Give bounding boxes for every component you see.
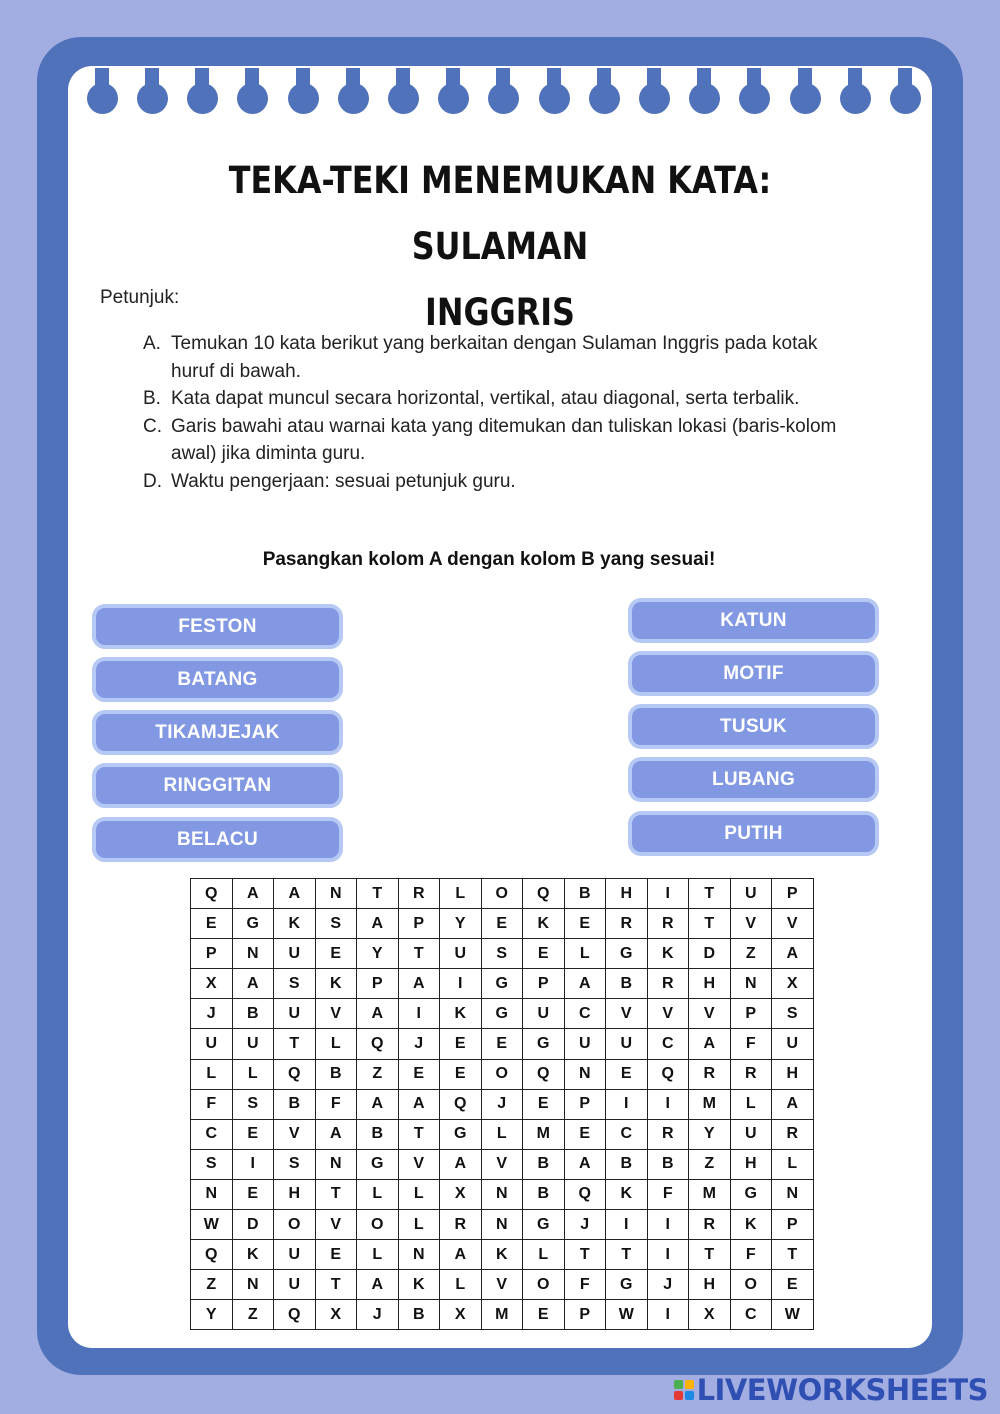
grid-cell[interactable]: N — [191, 1179, 233, 1209]
grid-cell[interactable]: M — [523, 1119, 565, 1149]
grid-cell[interactable]: U — [564, 1029, 606, 1059]
grid-cell[interactable]: F — [730, 1240, 772, 1270]
grid-cell[interactable]: P — [357, 969, 399, 999]
grid-cell[interactable]: K — [481, 1240, 523, 1270]
grid-cell[interactable]: E — [564, 1119, 606, 1149]
binder-hole — [288, 83, 319, 114]
grid-cell[interactable]: S — [232, 1089, 274, 1119]
instruction-item — [140, 413, 860, 468]
grid-cell[interactable]: R — [730, 1059, 772, 1089]
grid-cell[interactable]: E — [772, 1270, 814, 1300]
grid-cell[interactable]: R — [689, 1210, 731, 1240]
grid-cell[interactable]: O — [274, 1210, 316, 1240]
grid-cell[interactable]: L — [481, 1119, 523, 1149]
instruction-text: Garis bawahi atau warnai kata yang ditemukan dan tuliskan lokasi (baris-kolom awal) jika diminta guru. — [171, 415, 837, 464]
grid-cell[interactable]: G — [606, 1270, 648, 1300]
grid-cell[interactable]: T — [564, 1240, 606, 1270]
grid-cell[interactable]: T — [689, 879, 731, 909]
grid-cell[interactable]: I — [398, 999, 440, 1029]
grid-cell[interactable]: J — [357, 1300, 399, 1330]
grid-cell[interactable]: A — [315, 1119, 357, 1149]
grid-cell[interactable]: U — [274, 939, 316, 969]
grid-cell[interactable]: T — [606, 1240, 648, 1270]
grid-cell[interactable]: T — [357, 879, 399, 909]
grid-cell[interactable]: K — [232, 1240, 274, 1270]
grid-cell[interactable]: U — [606, 1029, 648, 1059]
grid-cell[interactable]: A — [564, 1149, 606, 1179]
grid-cell[interactable]: O — [481, 879, 523, 909]
grid-cell[interactable]: T — [689, 1240, 731, 1270]
column-a-item-belacu[interactable]: BELACU — [92, 817, 343, 862]
column-b-item-katun[interactable]: KATUN — [628, 598, 879, 643]
instruction-item — [140, 385, 860, 413]
grid-cell[interactable]: K — [730, 1210, 772, 1240]
grid-cell[interactable]: U — [523, 999, 565, 1029]
grid-cell[interactable]: A — [357, 1089, 399, 1119]
grid-cell[interactable]: P — [564, 1300, 606, 1330]
column-b-item-putih[interactable]: PUTIH — [628, 811, 879, 856]
grid-cell[interactable]: B — [357, 1119, 399, 1149]
grid-cell[interactable]: Z — [689, 1149, 731, 1179]
grid-cell[interactable]: J — [398, 1029, 440, 1059]
grid-cell[interactable]: A — [357, 1270, 399, 1300]
grid-cell[interactable]: G — [481, 969, 523, 999]
grid-cell[interactable]: L — [191, 1059, 233, 1089]
grid-cell[interactable]: W — [606, 1300, 648, 1330]
grid-cell[interactable]: I — [647, 1210, 689, 1240]
grid-cell[interactable]: C — [647, 1029, 689, 1059]
grid-cell[interactable]: I — [606, 1089, 648, 1119]
grid-cell[interactable]: U — [772, 1029, 814, 1059]
binder-hole — [840, 83, 871, 114]
grid-cell[interactable]: A — [357, 999, 399, 1029]
grid-cell[interactable]: P — [398, 909, 440, 939]
grid-cell[interactable]: E — [315, 1240, 357, 1270]
binder-hole — [488, 83, 519, 114]
grid-cell[interactable]: A — [398, 1089, 440, 1119]
grid-cell[interactable]: B — [523, 1179, 565, 1209]
grid-cell[interactable]: Q — [564, 1179, 606, 1209]
grid-cell[interactable]: L — [232, 1059, 274, 1089]
grid-cell[interactable]: L — [398, 1179, 440, 1209]
grid-cell[interactable]: A — [357, 909, 399, 939]
grid-cell[interactable]: Z — [232, 1300, 274, 1330]
instruction-marker: A. — [143, 333, 161, 354]
grid-cell[interactable]: X — [191, 969, 233, 999]
grid-cell[interactable]: S — [315, 909, 357, 939]
grid-row — [191, 969, 814, 999]
grid-cell[interactable]: J — [564, 1210, 606, 1240]
grid-cell[interactable]: Q — [274, 1300, 316, 1330]
grid-cell[interactable]: Z — [191, 1270, 233, 1300]
grid-cell[interactable]: I — [647, 1089, 689, 1119]
grid-cell[interactable]: X — [440, 1179, 482, 1209]
grid-cell[interactable]: R — [440, 1210, 482, 1240]
instruction-item — [140, 330, 860, 385]
grid-cell[interactable]: S — [274, 969, 316, 999]
grid-cell[interactable]: N — [730, 969, 772, 999]
grid-cell[interactable]: I — [647, 1240, 689, 1270]
grid-row — [191, 1029, 814, 1059]
grid-cell[interactable]: B — [523, 1149, 565, 1179]
grid-cell[interactable]: T — [398, 939, 440, 969]
grid-cell[interactable]: L — [440, 879, 482, 909]
grid-cell[interactable]: I — [647, 879, 689, 909]
column-a-item-ringgitan[interactable]: RINGGITAN — [92, 763, 343, 808]
grid-cell[interactable]: H — [606, 879, 648, 909]
grid-cell[interactable]: P — [772, 1210, 814, 1240]
grid-cell[interactable]: P — [191, 939, 233, 969]
grid-cell[interactable]: S — [274, 1149, 316, 1179]
grid-cell[interactable]: E — [440, 1059, 482, 1089]
grid-cell[interactable]: V — [481, 1149, 523, 1179]
grid-cell[interactable]: E — [523, 1300, 565, 1330]
grid-cell[interactable]: D — [232, 1210, 274, 1240]
title-line-2: INGGRIS — [425, 291, 575, 334]
grid-cell[interactable]: G — [481, 999, 523, 1029]
grid-cell[interactable]: M — [689, 1179, 731, 1209]
column-b-item-motif[interactable]: MOTIF — [628, 651, 879, 696]
grid-cell[interactable]: Q — [191, 1240, 233, 1270]
grid-cell[interactable]: F — [730, 1029, 772, 1059]
grid-row — [191, 999, 814, 1029]
grid-cell[interactable]: X — [689, 1300, 731, 1330]
grid-row — [191, 1179, 814, 1209]
grid-cell[interactable]: N — [315, 879, 357, 909]
grid-cell[interactable]: L — [315, 1029, 357, 1059]
grid-cell[interactable]: C — [191, 1119, 233, 1149]
grid-cell[interactable]: R — [398, 879, 440, 909]
grid-cell[interactable]: Q — [647, 1059, 689, 1089]
grid-cell[interactable]: O — [523, 1270, 565, 1300]
grid-cell[interactable]: Y — [689, 1119, 731, 1149]
grid-cell[interactable]: E — [481, 1029, 523, 1059]
grid-cell[interactable]: H — [730, 1149, 772, 1179]
grid-cell[interactable]: T — [274, 1029, 316, 1059]
grid-cell[interactable]: K — [647, 939, 689, 969]
instruction-marker: C. — [143, 415, 162, 437]
grid-cell[interactable]: L — [772, 1149, 814, 1179]
grid-cell[interactable]: Q — [523, 879, 565, 909]
grid-cell[interactable]: Y — [357, 939, 399, 969]
grid-cell[interactable]: T — [689, 909, 731, 939]
grid-cell[interactable]: L — [357, 1240, 399, 1270]
grid-cell[interactable]: A — [398, 969, 440, 999]
grid-cell[interactable]: R — [647, 969, 689, 999]
grid-cell[interactable]: V — [772, 909, 814, 939]
grid-cell[interactable]: V — [274, 1119, 316, 1149]
grid-cell[interactable]: W — [772, 1300, 814, 1330]
grid-cell[interactable]: H — [689, 969, 731, 999]
binder-hole — [539, 83, 570, 114]
grid-cell[interactable]: N — [398, 1240, 440, 1270]
grid-cell[interactable]: M — [481, 1300, 523, 1330]
binder-hole — [790, 83, 821, 114]
grid-cell[interactable]: W — [191, 1210, 233, 1240]
worksheet-title — [156, 148, 844, 346]
grid-cell[interactable]: A — [440, 1240, 482, 1270]
grid-cell[interactable]: A — [564, 969, 606, 999]
binder-hole — [438, 83, 469, 114]
grid-cell[interactable]: E — [398, 1059, 440, 1089]
grid-cell[interactable]: K — [315, 969, 357, 999]
instruction-text: Temukan 10 kata berikut yang berkaitan dengan Sulaman Inggris pada kotak huruf di bawah. — [171, 333, 818, 382]
grid-cell[interactable]: X — [315, 1300, 357, 1330]
grid-cell[interactable]: S — [191, 1149, 233, 1179]
grid-cell[interactable]: J — [191, 999, 233, 1029]
word-search-grid — [190, 878, 814, 1330]
binder-hole — [689, 83, 720, 114]
grid-cell[interactable]: E — [440, 1029, 482, 1059]
grid-row — [191, 939, 814, 969]
grid-cell[interactable]: E — [232, 1179, 274, 1209]
grid-cell[interactable]: O — [481, 1059, 523, 1089]
grid-cell[interactable]: X — [440, 1300, 482, 1330]
grid-cell[interactable]: B — [606, 1149, 648, 1179]
grid-cell[interactable]: V — [606, 999, 648, 1029]
grid-cell[interactable]: V — [315, 999, 357, 1029]
grid-cell[interactable]: L — [398, 1210, 440, 1240]
grid-cell[interactable]: Z — [357, 1059, 399, 1089]
grid-cell[interactable]: F — [647, 1179, 689, 1209]
grid-cell[interactable]: H — [274, 1179, 316, 1209]
grid-cell[interactable]: I — [606, 1210, 648, 1240]
grid-cell[interactable]: K — [523, 909, 565, 939]
grid-cell[interactable]: G — [606, 939, 648, 969]
grid-row — [191, 1210, 814, 1240]
grid-cell[interactable]: Q — [191, 879, 233, 909]
grid-cell[interactable]: U — [232, 1029, 274, 1059]
grid-cell[interactable]: H — [772, 1059, 814, 1089]
instruction-text: Waktu pengerjaan: sesuai petunjuk guru. — [171, 470, 516, 492]
grid-row — [191, 1059, 814, 1089]
grid-cell[interactable]: G — [440, 1119, 482, 1149]
grid-cell[interactable]: G — [730, 1179, 772, 1209]
binder-hole — [338, 83, 369, 114]
grid-cell[interactable]: K — [398, 1270, 440, 1300]
grid-cell[interactable]: V — [730, 909, 772, 939]
grid-cell[interactable]: E — [315, 939, 357, 969]
grid-cell[interactable]: J — [481, 1089, 523, 1119]
grid-cell[interactable]: R — [647, 1119, 689, 1149]
grid-cell[interactable]: U — [730, 1119, 772, 1149]
grid-cell[interactable]: A — [232, 879, 274, 909]
column-b-item-tusuk[interactable]: TUSUK — [628, 704, 879, 749]
grid-cell[interactable]: R — [606, 909, 648, 939]
liveworksheets-logo-icon — [674, 1380, 694, 1400]
binder-hole — [187, 83, 218, 114]
grid-cell[interactable]: C — [606, 1119, 648, 1149]
binder-hole — [237, 83, 268, 114]
liveworksheets-brand — [674, 1372, 988, 1408]
grid-cell[interactable]: B — [564, 879, 606, 909]
grid-row — [191, 1089, 814, 1119]
grid-cell[interactable]: A — [772, 1089, 814, 1119]
grid-cell[interactable]: P — [523, 969, 565, 999]
instruction-text: Kata dapat muncul secara horizontal, vertikal, atau diagonal, serta terbalik. — [171, 388, 800, 409]
grid-cell[interactable]: P — [564, 1089, 606, 1119]
grid-cell[interactable]: U — [274, 1240, 316, 1270]
binder-hole — [739, 83, 770, 114]
grid-row — [191, 909, 814, 939]
grid-cell[interactable]: A — [689, 1029, 731, 1059]
grid-cell[interactable]: S — [772, 999, 814, 1029]
grid-cell[interactable]: Q — [440, 1089, 482, 1119]
grid-cell[interactable]: N — [481, 1179, 523, 1209]
grid-cell[interactable]: C — [730, 1300, 772, 1330]
grid-cell[interactable]: T — [315, 1270, 357, 1300]
binder-hole — [639, 83, 670, 114]
grid-cell[interactable]: U — [440, 939, 482, 969]
grid-cell[interactable]: F — [191, 1089, 233, 1119]
grid-cell[interactable]: E — [606, 1059, 648, 1089]
grid-cell[interactable]: L — [730, 1089, 772, 1119]
grid-cell[interactable]: G — [523, 1210, 565, 1240]
grid-cell[interactable]: B — [606, 969, 648, 999]
grid-cell[interactable]: V — [398, 1149, 440, 1179]
grid-cell[interactable]: A — [232, 969, 274, 999]
grid-cell[interactable]: Z — [730, 939, 772, 969]
grid-row — [191, 1270, 814, 1300]
grid-row — [191, 879, 814, 909]
instructions-list — [140, 330, 860, 495]
grid-cell[interactable]: Y — [191, 1300, 233, 1330]
match-heading: Pasangkan kolom A dengan kolom B yang sesuai! — [262, 549, 716, 570]
grid-cell[interactable]: I — [232, 1149, 274, 1179]
grid-cell[interactable]: K — [606, 1179, 648, 1209]
grid-cell[interactable]: V — [315, 1210, 357, 1240]
grid-cell[interactable]: C — [564, 999, 606, 1029]
grid-cell[interactable]: B — [274, 1089, 316, 1119]
grid-cell[interactable]: Q — [357, 1029, 399, 1059]
grid-cell[interactable]: F — [564, 1270, 606, 1300]
grid-cell[interactable]: K — [274, 909, 316, 939]
grid-cell[interactable]: G — [232, 909, 274, 939]
grid-cell[interactable]: E — [232, 1119, 274, 1149]
grid-cell[interactable]: V — [647, 999, 689, 1029]
grid-cell[interactable]: B — [398, 1300, 440, 1330]
grid-cell[interactable]: E — [564, 909, 606, 939]
grid-cell[interactable]: V — [689, 999, 731, 1029]
column-a-item-tikamjejak[interactable]: TIKAMJEJAK — [92, 710, 343, 755]
grid-cell[interactable]: N — [232, 939, 274, 969]
grid-cell[interactable]: L — [440, 1270, 482, 1300]
grid-cell[interactable]: U — [191, 1029, 233, 1059]
title-line-1: TEKA-TEKI MENEMUKAN KATA: SULAMAN — [228, 159, 772, 268]
grid-row — [191, 1119, 814, 1149]
instruction-marker: B. — [143, 388, 161, 409]
grid-cell[interactable]: M — [689, 1089, 731, 1119]
grid-cell[interactable]: Q — [274, 1059, 316, 1089]
column-a-item-feston[interactable]: FESTON — [92, 604, 343, 649]
grid-cell[interactable]: N — [481, 1210, 523, 1240]
grid-cell[interactable]: X — [772, 969, 814, 999]
grid-cell[interactable]: V — [481, 1270, 523, 1300]
binder-hole — [87, 83, 118, 114]
grid-cell[interactable]: F — [315, 1089, 357, 1119]
grid-cell[interactable]: L — [564, 939, 606, 969]
grid-cell[interactable]: B — [232, 999, 274, 1029]
grid-cell[interactable]: J — [647, 1270, 689, 1300]
grid-cell[interactable]: N — [564, 1059, 606, 1089]
grid-cell[interactable]: T — [398, 1119, 440, 1149]
grid-cell[interactable]: B — [647, 1149, 689, 1179]
binder-hole — [890, 83, 921, 114]
grid-row — [191, 1300, 814, 1330]
grid-cell[interactable]: I — [440, 969, 482, 999]
binder-hole — [388, 83, 419, 114]
grid-cell[interactable]: H — [689, 1270, 731, 1300]
grid-cell[interactable]: N — [772, 1179, 814, 1209]
grid-cell[interactable]: I — [647, 1300, 689, 1330]
grid-cell[interactable]: E — [523, 1089, 565, 1119]
grid-cell[interactable]: T — [772, 1240, 814, 1270]
column-b-item-lubang[interactable]: LUBANG — [628, 757, 879, 802]
grid-cell[interactable]: R — [772, 1119, 814, 1149]
grid-cell[interactable]: P — [730, 999, 772, 1029]
grid-cell[interactable]: A — [274, 879, 316, 909]
grid-cell[interactable]: N — [315, 1149, 357, 1179]
grid-row — [191, 1240, 814, 1270]
grid-cell[interactable]: K — [440, 999, 482, 1029]
grid-cell[interactable]: E — [191, 909, 233, 939]
grid-cell[interactable]: R — [689, 1059, 731, 1089]
binder-hole — [137, 83, 168, 114]
instructions-label: Petunjuk: — [100, 287, 180, 308]
grid-cell[interactable]: P — [772, 879, 814, 909]
grid-cell[interactable]: N — [232, 1270, 274, 1300]
grid-cell[interactable]: O — [357, 1210, 399, 1240]
grid-cell[interactable]: T — [315, 1179, 357, 1209]
grid-cell[interactable]: L — [523, 1240, 565, 1270]
grid-cell[interactable]: B — [315, 1059, 357, 1089]
grid-cell[interactable]: Y — [440, 909, 482, 939]
grid-cell[interactable]: O — [730, 1270, 772, 1300]
grid-cell[interactable]: G — [523, 1029, 565, 1059]
grid-cell[interactable]: U — [274, 999, 316, 1029]
grid-cell[interactable]: D — [689, 939, 731, 969]
column-a-item-batang[interactable]: BATANG — [92, 657, 343, 702]
grid-cell[interactable]: U — [730, 879, 772, 909]
instruction-item — [140, 468, 860, 496]
brand-name: LIVEWORKSHEETS — [696, 1373, 988, 1407]
grid-cell[interactable]: G — [357, 1149, 399, 1179]
grid-cell[interactable]: R — [647, 909, 689, 939]
grid-cell[interactable]: E — [523, 939, 565, 969]
instruction-marker: D. — [143, 470, 162, 492]
grid-cell[interactable]: U — [274, 1270, 316, 1300]
grid-row — [191, 1149, 814, 1179]
grid-cell[interactable]: E — [481, 909, 523, 939]
grid-cell[interactable]: A — [440, 1149, 482, 1179]
grid-cell[interactable]: Q — [523, 1059, 565, 1089]
grid-cell[interactable]: L — [357, 1179, 399, 1209]
grid-cell[interactable]: A — [772, 939, 814, 969]
grid-cell[interactable]: S — [481, 939, 523, 969]
binder-hole — [589, 83, 620, 114]
